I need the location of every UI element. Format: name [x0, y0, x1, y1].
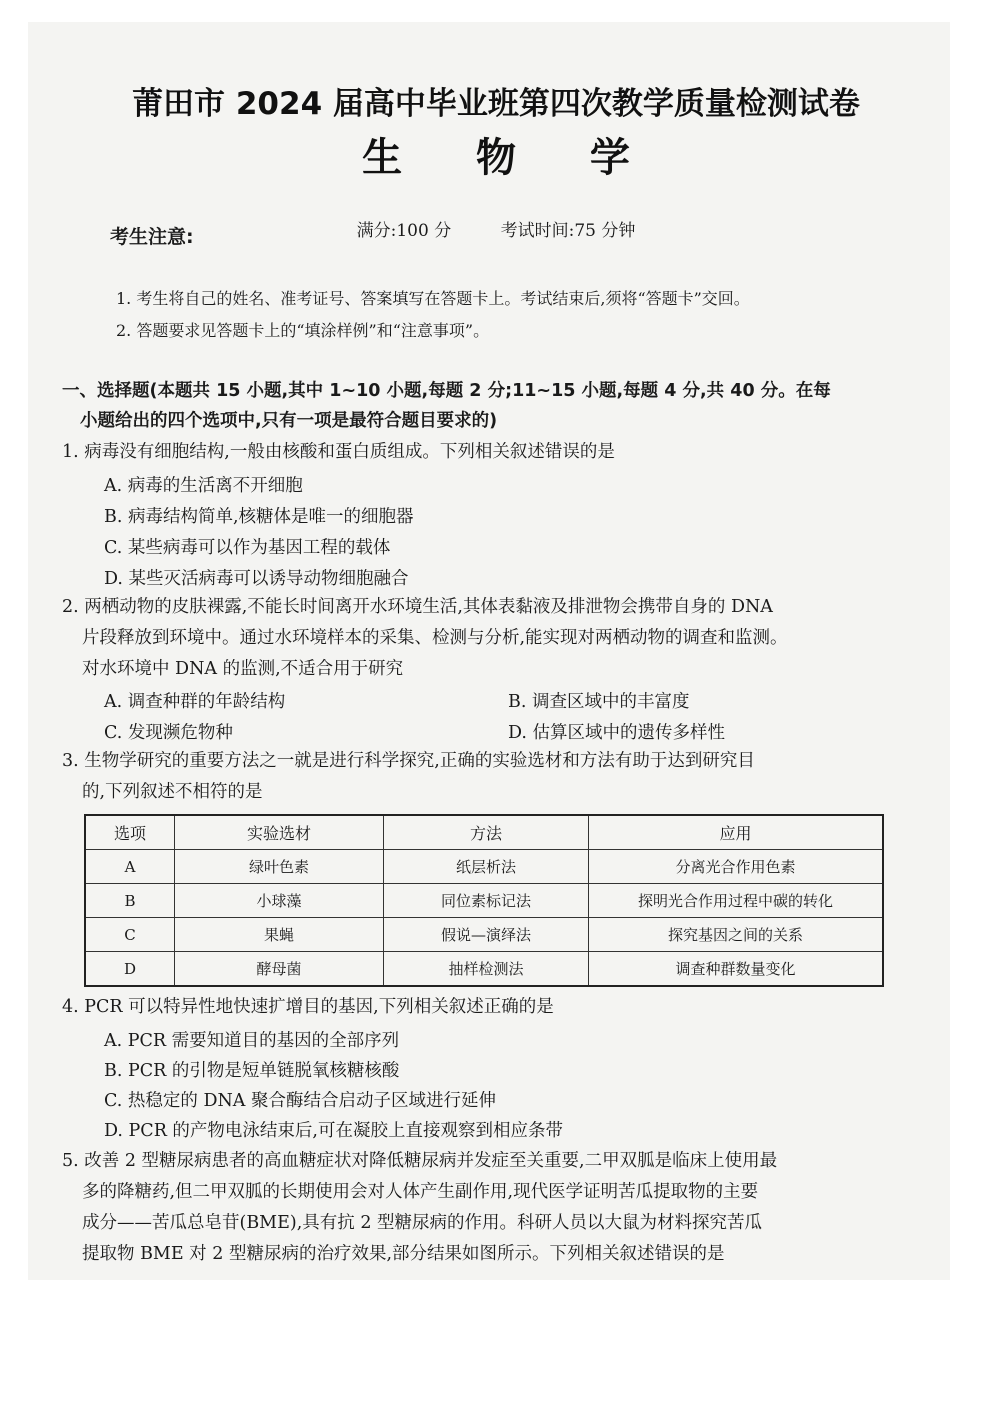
- table-row: [85, 918, 883, 952]
- table-cell: 探究基因之间的关系: [589, 918, 884, 952]
- stem-line: 成分——苦瓜总皂苷(BME),具有抗 2 型糖尿病的作用。科研人员以大鼠为材料探究苦瓜: [82, 1213, 763, 1233]
- q4-option-a: A. PCR 需要知道目的基因的全部序列: [104, 1031, 400, 1051]
- table-cell: C: [85, 918, 175, 952]
- q2-option-a: A. 调查种群的年龄结构: [104, 692, 286, 712]
- table-header: 方法: [384, 815, 589, 850]
- question-3-stem: [62, 746, 902, 808]
- table-cell: 小球藻: [175, 884, 384, 918]
- table-header: 实验选材: [175, 815, 384, 850]
- table-cell: 同位素标记法: [384, 884, 589, 918]
- stem-line: 对水环境中 DNA 的监测,不适合用于研究: [82, 659, 404, 679]
- question-5-stem: [62, 1146, 902, 1270]
- table-cell: 果蝇: [175, 918, 384, 952]
- table-header: 应用: [589, 815, 884, 850]
- table-cell: 调查种群数量变化: [589, 952, 884, 987]
- table-cell: 酵母菌: [175, 952, 384, 987]
- section-heading: [62, 376, 902, 436]
- exam-time: 考试时间:75 分钟: [500, 221, 636, 241]
- section-line: 一、选择题(本题共 15 小题,其中 1~10 小题,每题 2 分;11~15 小题,每题 4 分,共 40 分。在每: [62, 381, 831, 401]
- question-2-stem: [62, 592, 902, 685]
- table-cell: 绿叶色素: [175, 850, 384, 884]
- q3-table: [84, 814, 884, 987]
- table-header-row: [85, 815, 883, 850]
- table-row: [85, 850, 883, 884]
- q1-option-d: D. 某些灭活病毒可以诱导动物细胞融合: [104, 569, 409, 589]
- q1-option-a: A. 病毒的生活离不开细胞: [104, 476, 303, 496]
- table-cell: A: [85, 850, 175, 884]
- full-score: 满分:100 分: [356, 221, 452, 241]
- q4-option-d: D. PCR 的产物电泳结束后,可在凝胶上直接观察到相应条带: [104, 1121, 563, 1141]
- stem-line: 5. 改善 2 型糖尿病患者的高血糖症状对降低糖尿病并发症至关重要,二甲双胍是临床上使用最: [62, 1151, 778, 1171]
- subject-title: 生 物 学: [362, 135, 660, 181]
- q1-option-c: C. 某些病毒可以作为基因工程的载体: [104, 538, 391, 558]
- table-cell: 假说—演绎法: [384, 918, 589, 952]
- stem-line: 3. 生物学研究的重要方法之一就是进行科学探究,正确的实验选材和方法有助于达到研究目: [62, 751, 755, 771]
- stem-line: 片段释放到环境中。通过水环境样本的采集、检测与分析,能实现对两栖动物的调查和监测。: [82, 628, 788, 648]
- q2-option-d: D. 估算区域中的遗传多样性: [508, 723, 726, 743]
- exam-title: 莆田市 2024 届高中毕业班第四次教学质量检测试卷: [132, 86, 860, 122]
- table-cell: 探明光合作用过程中碳的转化: [589, 884, 884, 918]
- question-1-stem: 1. 病毒没有细胞结构,一般由核酸和蛋白质组成。下列相关叙述错误的是: [62, 442, 615, 462]
- stem-line: 2. 两栖动物的皮肤裸露,不能长时间离开水环境生活,其体表黏液及排泄物会携带自身的 DNA: [62, 597, 773, 617]
- table-cell: 分离光合作用色素: [589, 850, 884, 884]
- table-cell: 纸层析法: [384, 850, 589, 884]
- table-row: [85, 884, 883, 918]
- q1-option-b: B. 病毒结构简单,核糖体是唯一的细胞器: [104, 507, 414, 527]
- notice-title: 考生注意:: [110, 226, 194, 248]
- q2-option-b: B. 调查区域中的丰富度: [508, 692, 690, 712]
- notice-item: 2. 答题要求见答题卡上的“填涂样例”和“注意事项”。: [116, 321, 490, 340]
- q4-option-c: C. 热稳定的 DNA 聚合酶结合启动子区域进行延伸: [104, 1091, 496, 1111]
- table-cell: D: [85, 952, 175, 987]
- stem-line: 的,下列叙述不相符的是: [82, 782, 263, 802]
- notice-item: 1. 考生将自己的姓名、准考证号、答案填写在答题卡上。考试结束后,须将“答题卡”交回。: [116, 289, 750, 308]
- table-cell: 抽样检测法: [384, 952, 589, 987]
- stem-line: 多的降糖药,但二甲双胍的长期使用会对人体产生副作用,现代医学证明苦瓜提取物的主要: [82, 1182, 759, 1202]
- table-cell: B: [85, 884, 175, 918]
- question-4-stem: 4. PCR 可以特异性地快速扩增目的基因,下列相关叙述正确的是: [62, 997, 554, 1017]
- stem-line: 提取物 BME 对 2 型糖尿病的治疗效果,部分结果如图所示。下列相关叙述错误的是: [82, 1244, 725, 1264]
- q4-option-b: B. PCR 的引物是短单链脱氧核糖核酸: [104, 1061, 400, 1081]
- section-line: 小题给出的四个选项中,只有一项是最符合题目要求的): [80, 411, 498, 431]
- table-row: [85, 952, 883, 987]
- table-header: 选项: [85, 815, 175, 850]
- q2-option-c: C. 发现濒危物种: [104, 723, 233, 743]
